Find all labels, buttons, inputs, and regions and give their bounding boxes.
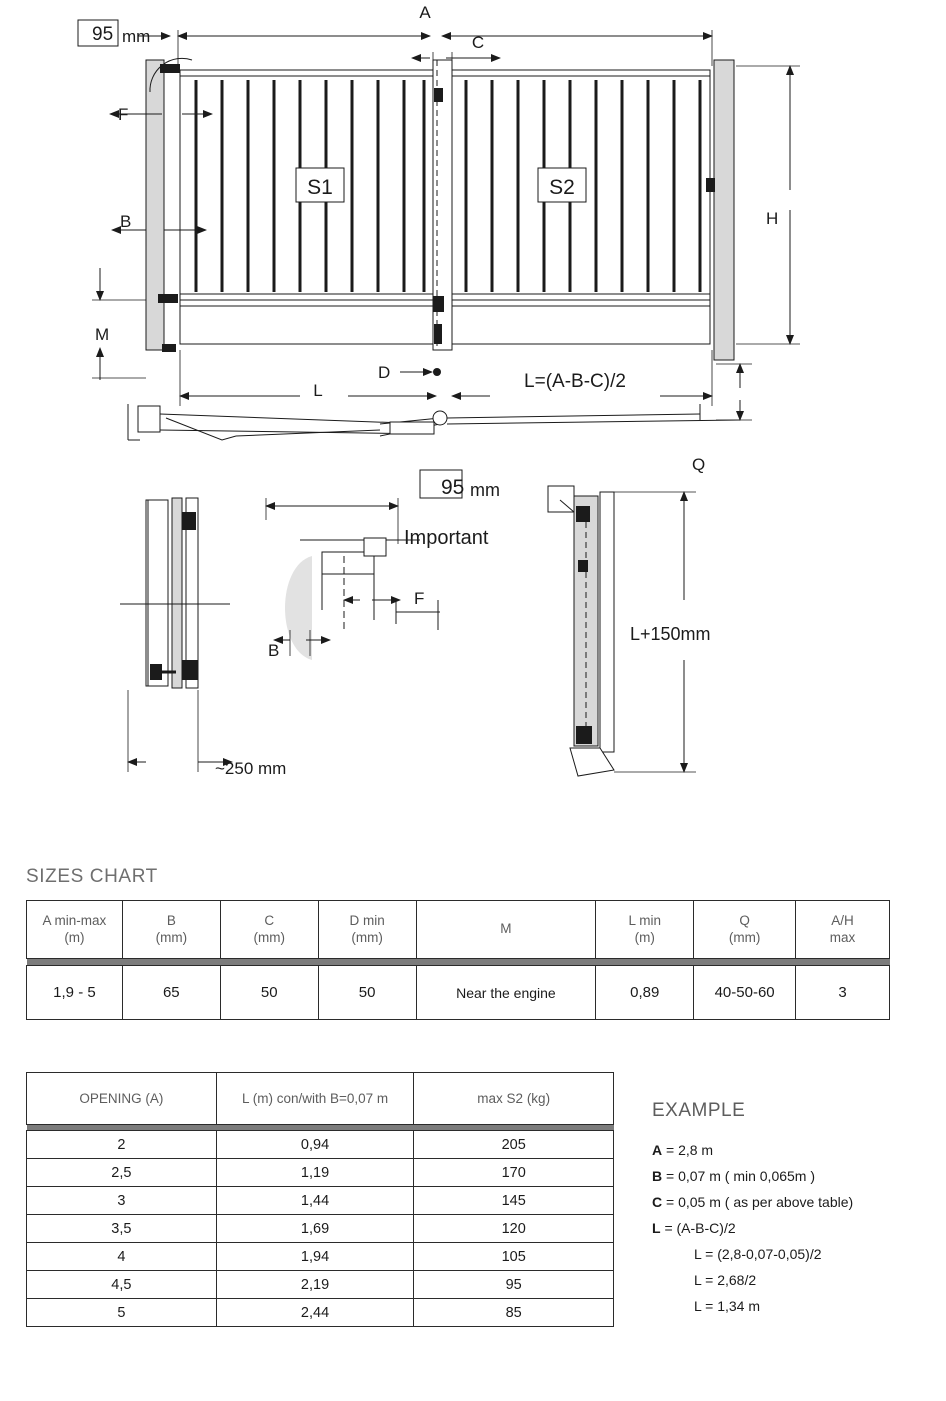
opening-table — [26, 1072, 614, 1327]
cell-max-s2: 105 — [414, 1243, 614, 1271]
cell-max-s2: 95 — [414, 1271, 614, 1299]
table-header-row — [27, 901, 890, 959]
table-row — [27, 1243, 614, 1271]
header-opening: OPENING (A) — [27, 1073, 217, 1125]
example-line-calc-2: L = 2,68/2 — [694, 1272, 757, 1288]
label-L: L — [313, 381, 323, 400]
header-m: M — [416, 901, 596, 959]
example-label-b: B — [652, 1168, 663, 1184]
header-a-h-max: A/H max — [796, 901, 890, 959]
label-important: Important — [404, 527, 489, 549]
example-line-calc-1: L = (2,8-0,07-0,05)/2 — [694, 1246, 822, 1262]
cell-opening: 4 — [27, 1243, 217, 1271]
label-formula: L=(A-B-C)/2 — [524, 371, 626, 392]
label-A: A — [419, 3, 431, 22]
label-Q: Q — [692, 455, 706, 474]
cell-c: 50 — [220, 966, 318, 1020]
table-row — [27, 1299, 614, 1327]
header-max-s2: max S2 (kg) — [414, 1073, 614, 1125]
header-b: B (mm) — [122, 901, 220, 959]
example-line-b — [652, 1168, 932, 1184]
header-q: Q (mm) — [694, 901, 796, 959]
label-C: C — [471, 33, 485, 52]
example-block — [652, 1100, 932, 1324]
header-d-min: D min (mm) — [318, 901, 416, 959]
label-B-detail: B — [268, 641, 280, 660]
table-row — [27, 1131, 614, 1159]
cell-opening: 2,5 — [27, 1159, 217, 1187]
example-title: EXAMPLE — [652, 1100, 746, 1121]
cell-l: 1,19 — [216, 1159, 414, 1187]
table-row — [27, 1271, 614, 1299]
label-95mm-mid: 95 — [441, 476, 465, 499]
opening-header-row — [27, 1073, 614, 1125]
cell-l-min: 0,89 — [596, 966, 694, 1020]
header-c: C (mm) — [220, 901, 318, 959]
example-line-l — [652, 1220, 932, 1236]
table-row — [27, 966, 890, 1020]
cell-d-min: 50 — [318, 966, 416, 1020]
cell-max-s2: 85 — [414, 1299, 614, 1327]
cell-l: 1,69 — [216, 1215, 414, 1243]
cell-l: 1,44 — [216, 1187, 414, 1215]
sizes-chart-table — [26, 900, 890, 1020]
cell-opening: 2 — [27, 1131, 217, 1159]
cell-opening: 3,5 — [27, 1215, 217, 1243]
example-label-l: L — [652, 1220, 661, 1236]
header-l-min: L min (m) — [596, 901, 694, 959]
example-text-l: = (A-B-C)/2 — [660, 1220, 736, 1236]
example-line-calc-3: L = 1,34 m — [694, 1298, 761, 1314]
label-mm-mid: mm — [470, 480, 500, 500]
cell-max-s2: 145 — [414, 1187, 614, 1215]
cell-max-s2: 120 — [414, 1215, 614, 1243]
label-H: H — [766, 209, 779, 228]
label-250mm: ~250 mm — [215, 759, 287, 778]
cell-b: 65 — [122, 966, 220, 1020]
label-F: F — [118, 105, 129, 124]
example-line-a — [652, 1142, 932, 1158]
example-text-b: = 0,07 m ( min 0,065m ) — [662, 1168, 816, 1184]
cell-l: 0,94 — [216, 1131, 414, 1159]
cell-l: 2,19 — [216, 1271, 414, 1299]
sizes-chart-title: SIZES CHART — [26, 866, 158, 887]
label-B: B — [120, 212, 132, 231]
table-row — [27, 1215, 614, 1243]
example-label-a: A — [652, 1142, 663, 1158]
example-label-c: C — [652, 1194, 663, 1210]
label-95mm-top: 95 — [92, 24, 114, 45]
cell-m: Near the engine — [416, 966, 596, 1020]
cell-opening: 5 — [27, 1299, 217, 1327]
cell-opening: 3 — [27, 1187, 217, 1215]
cell-a-h-max: 3 — [796, 966, 890, 1020]
label-F-detail: F — [414, 589, 425, 608]
cell-l: 1,94 — [216, 1243, 414, 1271]
table-row — [27, 1159, 614, 1187]
header-a-min-max: A min-max (m) — [27, 901, 123, 959]
cell-q: 40-50-60 — [694, 966, 796, 1020]
label-S1: S1 — [307, 176, 333, 199]
header-l-with-b: L (m) con/with B=0,07 m — [216, 1073, 414, 1125]
example-line-c — [652, 1194, 932, 1210]
cell-max-s2: 205 — [414, 1131, 614, 1159]
table-divider — [27, 959, 890, 966]
cell-a-min-max: 1,9 - 5 — [27, 966, 123, 1020]
label-L-plus-150mm: L+150mm — [630, 624, 711, 644]
label-D: D — [378, 363, 391, 382]
label-S2: S2 — [549, 176, 575, 199]
table-row — [27, 1187, 614, 1215]
cell-l: 2,44 — [216, 1299, 414, 1327]
cell-max-s2: 170 — [414, 1159, 614, 1187]
cell-opening: 4,5 — [27, 1271, 217, 1299]
example-text-a: = 2,8 m — [662, 1142, 714, 1158]
label-M: M — [95, 325, 110, 344]
example-text-c: = 0,05 m ( as per above table) — [662, 1194, 854, 1210]
label-mm-top: mm — [122, 27, 151, 46]
